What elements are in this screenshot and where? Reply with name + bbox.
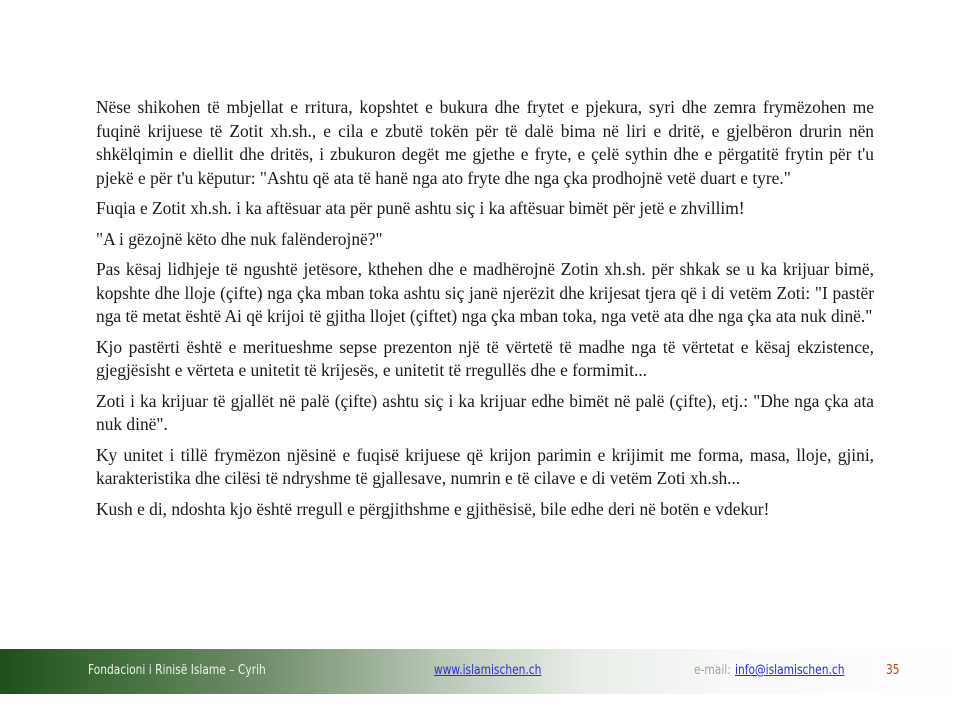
page-body	[96, 96, 874, 528]
paragraph-1: Nëse shikohen të mbjellat e rritura, kopshtet e bukura dhe frytet e pjekura, syri dhe zemra frymëzohen me fuqinë krijuese të Zotit xh.sh., e cila e zbutë tokën për të dalë bima në liri e dritë, e gjelbëron drurin nën shkëlqimin e diellit dhe dritës, i zbukuron degët me gjethe e fryte, e çelë sythin dhe e përgatitë frytin për t'u pjekë e për t'u këputur: "Ashtu që ata të hanë nga ato fryte dhe nga çka prodhojnë vetë duart e tyre."	[96, 97, 874, 188]
paragraph-6: Zoti i ka krijuar të gjallët në palë (çifte) ashtu siç i ka krijuar edhe bimët në palë (çifte), etj.: "Dhe nga çka ata nuk dinë".	[96, 390, 874, 434]
paragraph-3: "A i gëzojnë këto dhe nuk falënderojnë?"	[96, 228, 383, 249]
page-number: 35	[886, 663, 900, 678]
footer-website-link[interactable]: www.islamischen.ch	[434, 663, 542, 678]
footer-email-label: e-mail:	[694, 663, 731, 678]
paragraph-5: Kjo pastërti është e meritueshme sepse prezenton një të vërtetë të madhe nga të vërtetat e kësaj ekzistence, gjegjësisht e vërteta e unitetit të krijesës, e unitetit të rregullës dhe e formimit...	[96, 336, 874, 380]
paragraph-8: Kush e di, ndoshta kjo është rregull e përgjithshme e gjithësisë, bile edhe deri në botën e vdekur!	[96, 498, 770, 519]
paragraph-4: Pas kësaj lidhjeje të ngushtë jetësore, kthehen dhe e madhërojnë Zotin xh.sh. për shkak se u ka krijuar bimë, kopshte dhe lloje (çifte) nga çka mban toka ashtu siç janë njerëzit dhe krijesat tjera që i di vetëm Zoti: "I pastër nga të metat është Ai që krijoi të gjitha llojet (çiftet) nga çka mban toka, nga vetë ata dhe nga çka ata nuk dinë."	[96, 259, 874, 326]
footer-email-link[interactable]: info@islamischen.ch	[735, 663, 845, 678]
page-footer	[0, 649, 971, 694]
paragraph-7: Ky unitet i tillë frymëzon njësinë e fuqisë krijuese që krijon parimin e krijimit me forma, masa, lloje, gjini, karakteristika dhe cilësi të ndryshme të gjallesave, numrin e të cilave e di vetëm Zoti xh.sh...	[96, 444, 874, 488]
footer-organization: Fondacioni i Rinisë Islame – Cyrih	[88, 663, 266, 678]
paragraph-2: Fuqia e Zotit xh.sh. i ka aftësuar ata për punë ashtu siç i ka aftësuar bimët për jetë e zhvillim!	[96, 198, 745, 218]
